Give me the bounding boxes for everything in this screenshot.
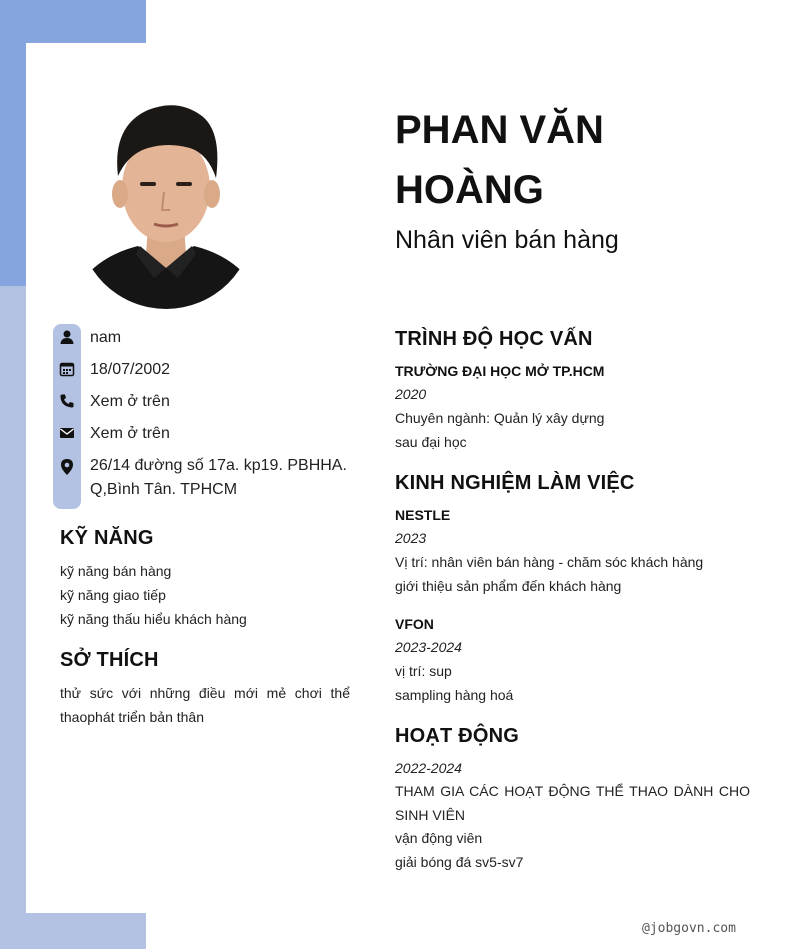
education-school: TRƯỜNG ĐẠI HỌC MỞ TP.HCM — [395, 363, 605, 379]
mail-icon — [59, 425, 75, 441]
activities-text: THAM GIA CÁC HOẠT ĐỘNG THỂ THAO DÀNH CHO SINH VIÊN — [395, 783, 750, 823]
job-company: NESTLE — [395, 507, 451, 523]
experience-title: KINH NGHIỆM LÀM VIỆC — [395, 472, 635, 494]
job-line: Vị trí: nhân viên bán hàng - chăm sóc khách hàng — [395, 554, 704, 570]
job-line: giới thiệu sản phẩm đến khách hàng — [395, 578, 622, 594]
activities-line: vận động viên — [395, 830, 483, 846]
job-title: Nhân viên bán hàng — [395, 226, 619, 254]
user-icon — [59, 329, 75, 345]
hobbies-text: thử sức với những điều mới mẻ chơi thể thaophát triển bản thân — [60, 685, 350, 725]
skill-item: kỹ năng giao tiếp — [60, 587, 166, 603]
hobbies-title: SỞ THÍCH — [60, 649, 159, 671]
candidate-name: PHAN VĂN HOÀNG — [395, 108, 604, 212]
job-line: sampling hàng hoá — [395, 687, 514, 703]
activities-title: HOẠT ĐỘNG — [395, 725, 520, 747]
contact-rail — [53, 324, 81, 509]
phone-icon — [59, 393, 75, 409]
activities-line: giải bóng đá sv5-sv7 — [395, 854, 524, 870]
education-line: sau đại học — [395, 434, 467, 450]
contact-email-text: Xem ở trên — [90, 425, 170, 442]
education-line: Chuyên ngành: Quản lý xây dựng — [395, 410, 605, 426]
skills-title: KỸ NĂNG — [60, 527, 154, 549]
job-period: 2023-2024 — [395, 639, 462, 655]
job-line: vị trí: sup — [395, 663, 452, 679]
contact-birthday-text: 18/07/2002 — [90, 361, 171, 378]
job-company: VFON — [395, 616, 434, 632]
skill-item: kỹ năng bán hàng — [60, 563, 172, 579]
contact-phone-text: Xem ở trên — [90, 393, 170, 410]
activities-period: 2022-2024 — [395, 760, 462, 776]
profile-photo — [78, 96, 254, 309]
contact-address-text: 26/14 đường số 17a. kp19. PBHHA. Q,Bình Tân. TPHCM — [90, 457, 347, 498]
location-pin-icon — [59, 458, 75, 474]
skill-item: kỹ năng thấu hiểu khách hàng — [60, 611, 247, 627]
education-year: 2020 — [395, 386, 427, 402]
watermark-link[interactable]: @jobgovn.com — [642, 921, 736, 936]
contact-gender-text: nam — [90, 329, 122, 346]
calendar-icon — [59, 361, 75, 377]
job-period: 2023 — [395, 530, 427, 546]
education-title: TRÌNH ĐỘ HỌC VẤN — [395, 328, 593, 350]
